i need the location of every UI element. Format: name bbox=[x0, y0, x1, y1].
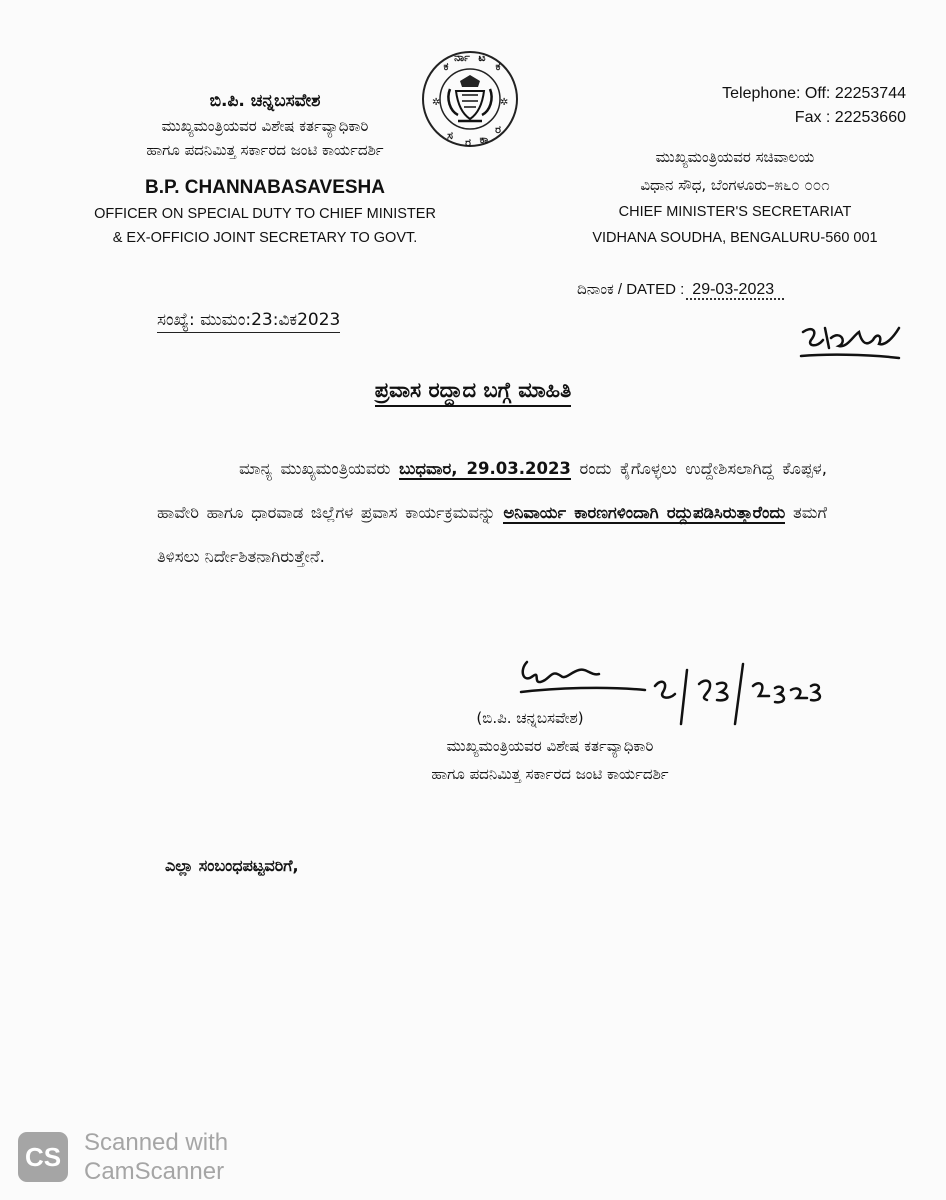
signatory-name: (ಬಿ.ಪಿ. ಚನ್ನಬಸವೇಶ) bbox=[476, 709, 584, 727]
svg-text:✲: ✲ bbox=[500, 97, 509, 108]
officer-name-kannada: ಬಿ.ಪಿ. ಚನ್ನಬಸವೇಶ bbox=[209, 91, 321, 111]
svg-text:ಕ: ಕ bbox=[443, 60, 449, 73]
svg-text:✲: ✲ bbox=[432, 97, 441, 108]
svg-text:ಕ: ಕ bbox=[495, 60, 501, 73]
handwritten-initials-icon bbox=[795, 318, 905, 368]
officer-designation-english-2: & EX-OFFICIO JOINT SECRETARY TO GOVT. bbox=[112, 230, 418, 246]
signatory-designation-2: ಹಾಗೂ ಪದನಿಮಿತ್ತ ಸರ್ಕಾರದ ಜಂಟಿ ಕಾರ್ಯದರ್ಶಿ bbox=[431, 765, 669, 783]
officer-designation-english-1: OFFICER ON SPECIAL DUTY TO CHIEF MINISTER bbox=[94, 206, 436, 222]
camscanner-text bbox=[84, 1128, 228, 1186]
svg-text:ಕಾ: ಕಾ bbox=[479, 133, 489, 146]
karnataka-government-seal-icon bbox=[420, 45, 520, 153]
contact-info bbox=[560, 82, 906, 130]
telephone-number: Telephone: Off: 22253744 bbox=[722, 85, 906, 102]
fax-number: Fax : 22253660 bbox=[794, 109, 906, 126]
body-part-1: ಮಾನ್ಯ ಮುಖ್ಯಮಂತ್ರಿಯವರು bbox=[239, 459, 399, 478]
reference-number: ಸಂಖ್ಯೆ: ಮುಮಂ:23:ವಿಕ2023 bbox=[157, 310, 340, 333]
body-reason-highlight: ಅನಿವಾರ್ಯ ಕಾರಣಗಳಿಂದಾಗಿ ರದ್ದುಪಡಿಸಿರುತ್ತಾರೆಂದು bbox=[503, 503, 786, 522]
office-address-english: VIDHANA SOUDHA, BENGALURU-560 001 bbox=[592, 230, 878, 246]
dated-label: ದಿನಾಂಕ / DATED : bbox=[577, 281, 685, 298]
recipients-line: ಎಲ್ಲಾ ಸಂಬಂಧಪಟ್ಟವರಿಗೆ, bbox=[165, 856, 299, 875]
watermark-line-1: Scanned with bbox=[84, 1129, 229, 1156]
letter-body bbox=[157, 447, 827, 579]
svg-text:ರ್ನಾ: ರ್ನಾ bbox=[454, 51, 470, 64]
officer-name-english: B.P. CHANNABASAVESHA bbox=[145, 177, 385, 198]
svg-text:ಟ: ಟ bbox=[478, 51, 486, 64]
subject-line bbox=[0, 378, 946, 403]
body-part-3: ತಮಗೆ ತಿಳಿಸಲು ನಿರ್ದೇಶಿತನಾಗಿರುತ್ತೇನೆ. bbox=[157, 503, 827, 566]
body-date-highlight: ಬುಧವಾರ, 29.03.2023 bbox=[398, 459, 571, 478]
svg-text:ರ: ರ bbox=[465, 136, 471, 149]
officer-designation-kannada-1: ಮುಖ್ಯಮಂತ್ರಿಯವರ ವಿಶೇಷ ಕರ್ತವ್ಯಾಧಿಕಾರಿ bbox=[161, 117, 369, 135]
watermark-line-2: CamScanner bbox=[84, 1158, 225, 1185]
office-address bbox=[560, 143, 910, 251]
camscanner-watermark bbox=[18, 1128, 258, 1194]
svg-text:ರ: ರ bbox=[495, 123, 501, 136]
office-name-kannada: ಮುಖ್ಯಮಂತ್ರಿಯವರ ಸಚಿವಾಲಯ bbox=[655, 148, 815, 166]
office-name-english: CHIEF MINISTER'S SECRETARIAT bbox=[618, 204, 852, 220]
signature-block bbox=[330, 704, 770, 788]
body-part-2: ರಂದು ಕೈಗೊಳ್ಳಲು ಉದ್ದೇಶಿಸಲಾಗಿದ್ದ ಕೊಪ್ಪಳ, ಹಾವೇರಿ ಹಾಗೂ ಧಾರವಾಡ ಜಿಲ್ಲೆಗಳ ಪ್ರವಾಸ ಕಾರ್ಯಕ್ರಮವನ್ನು bbox=[157, 459, 827, 522]
subject-text: ಪ್ರವಾಸ ರದ್ದಾದ ಬಗ್ಗೆ ಮಾಹಿತಿ bbox=[375, 378, 571, 407]
camscanner-logo-icon: CS bbox=[18, 1132, 68, 1182]
signatory-designation-1: ಮುಖ್ಯಮಂತ್ರಿಯವರ ವಿಶೇಷ ಕರ್ತವ್ಯಾಧಿಕಾರಿ bbox=[446, 737, 654, 755]
svg-text:ಸ: ಸ bbox=[447, 129, 453, 142]
dated-field bbox=[577, 280, 784, 299]
office-address-kannada: ವಿಧಾನ ಸೌಧ, ಬೆಂಗಳೂರು–೫೬೦ ೦೦೧ bbox=[640, 176, 830, 194]
dated-value: 29-03-2023 bbox=[686, 281, 784, 300]
officer-designation-kannada-2: ಹಾಗೂ ಪದನಿಮಿತ್ತ ಸರ್ಕಾರದ ಜಂಟಿ ಕಾರ್ಯದರ್ಶಿ bbox=[146, 141, 384, 159]
